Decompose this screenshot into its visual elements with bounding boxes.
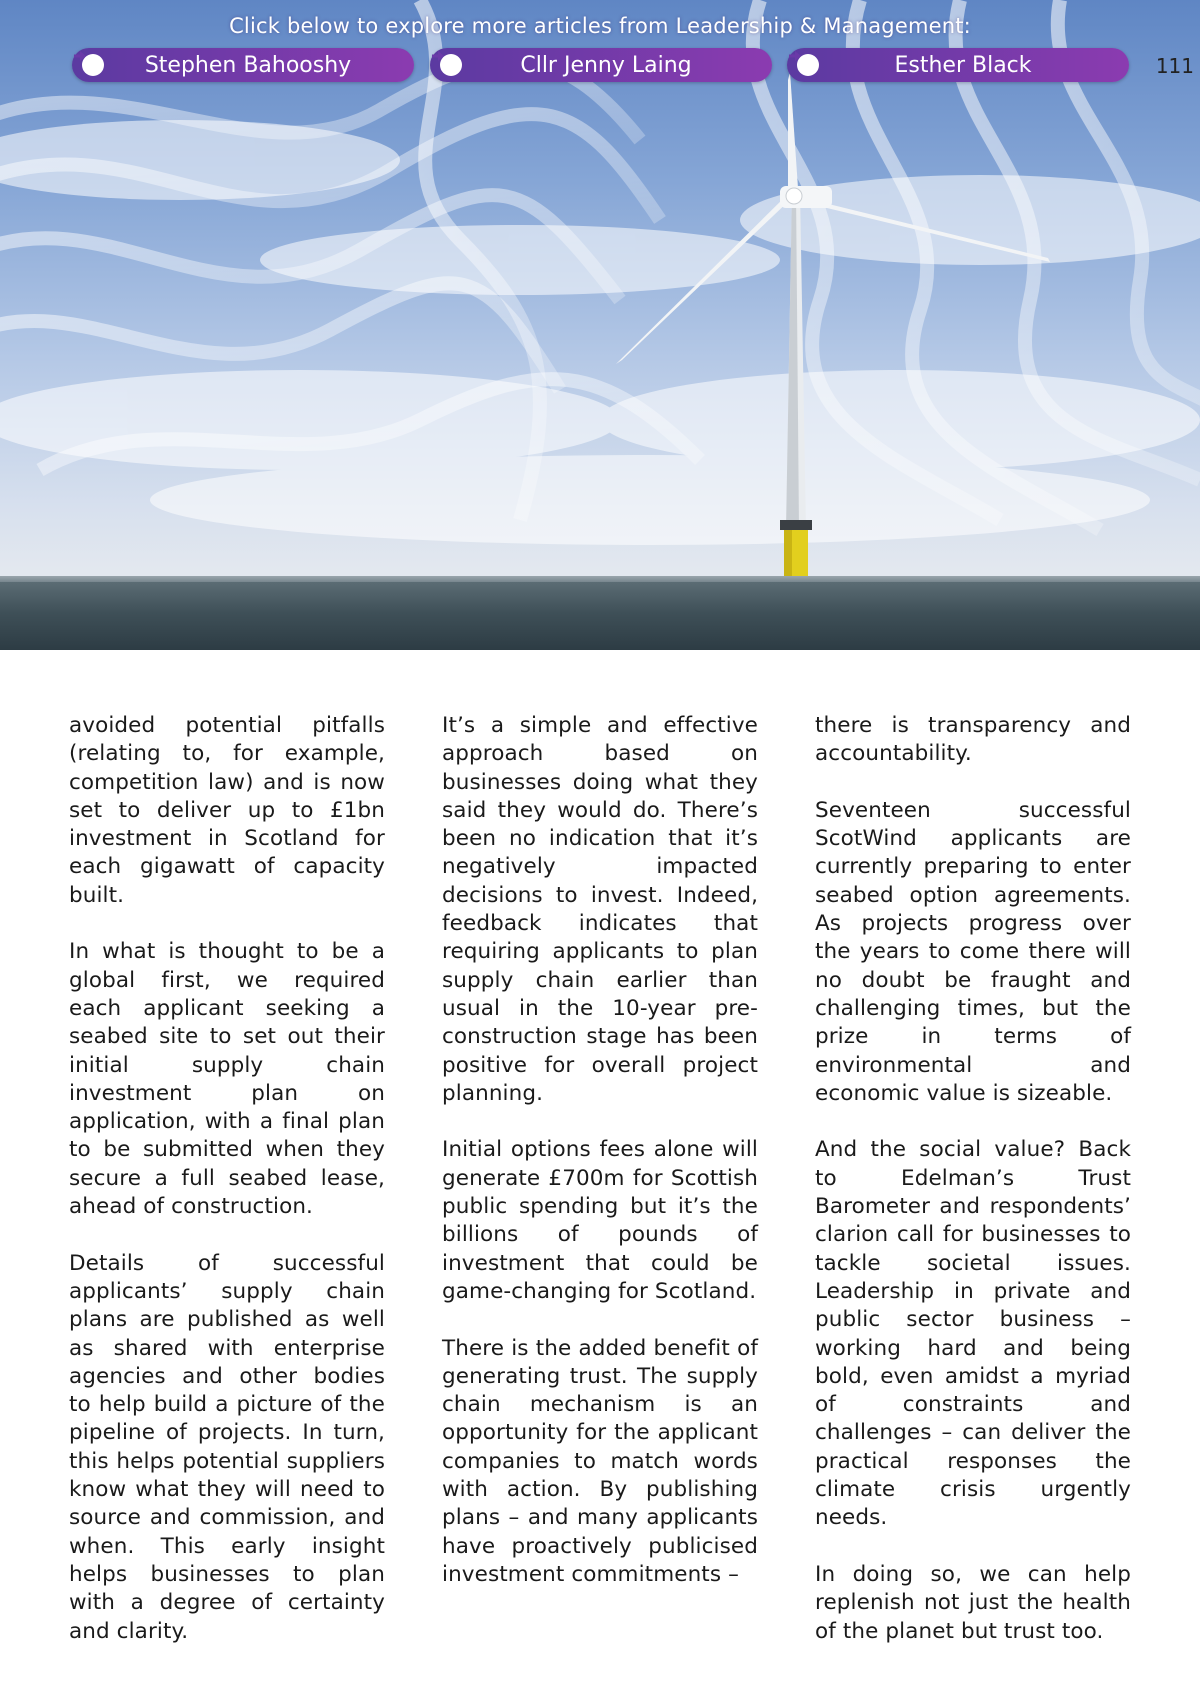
article-link-label: Stephen Bahooshy — [144, 52, 352, 78]
article-body — [69, 712, 1131, 1646]
text-column-1 — [69, 712, 385, 1646]
paragraph: there is transparency and accountability. — [815, 713, 1131, 767]
arrow-right-icon — [82, 54, 104, 76]
paragraph: There is the added benefit of generating trust. The supply chain mechanism is an opportunity for the applicant companies to match words with action. By publishing plans – and many applicants have proactively publicised investment commitments – — [442, 1335, 758, 1587]
article-link-stephen-bahooshy[interactable] — [72, 48, 414, 82]
paragraph: avoided potential pitfalls (relating to, for example, competition law) and is now set to deliver up to £1bn investment in Scotland for each gigawatt of capacity built. — [69, 713, 385, 908]
paragraph: And the social value? Back to Edelman’s Trust Barometer and respondents’ clarion call for businesses to tackle societal issues. Leadership in private and public sector business – working hard and being bold, even amidst a myriad of constraints and challenges – can deliver the practical responses the climate crisis urgently needs. — [815, 1137, 1131, 1531]
paragraph: Details of successful applicants’ supply chain plans are published as well as shared with enterprise agencies and other bodies to help build a picture of the pipeline of projects. In turn, this helps potential suppliers know what they will need to source and commission, and when. This early insight helps businesses to plan with a degree of certainty and clarity. — [69, 1250, 385, 1644]
paragraph: Seventeen successful ScotWind applicants are currently preparing to enter seabed option agreements. As projects progress over the years to come there will no doubt be fraught and challenging times, but the prize in terms of environmental and economic value is sizeable. — [815, 797, 1131, 1106]
article-link-label: Esther Black — [894, 52, 1032, 78]
article-link-esther-black[interactable] — [787, 48, 1129, 82]
arrow-right-icon — [797, 54, 819, 76]
nav-caption: Click below to explore more articles from Leadership & Management: — [229, 14, 971, 38]
sea — [0, 582, 1200, 650]
text-column-2 — [442, 712, 758, 1646]
paragraph: In what is thought to be a global first, we required each applicant seeking a seabed site to set out their initial supply chain investment plan on application, with a final plan to be submitted when they secure a full seabed lease, ahead of construction. — [69, 939, 385, 1220]
article-link-jenny-laing[interactable] — [430, 48, 772, 82]
page-number: 111 — [1155, 54, 1194, 78]
paragraph: It’s a simple and effective approach based on businesses doing what they said they would do. There’s been no indication that it’s negatively impacted decisions to invest. Indeed, feedback indicates that requiring applicants to plan supply chain earlier than usual in the 10-year pre-construction stage has been positive for overall project planning. — [442, 713, 758, 1106]
hero-artwork — [0, 0, 1200, 650]
article-link-label: Cllr Jenny Laing — [520, 52, 692, 78]
paragraph: Initial options fees alone will generate £700m for Scottish public spending but it’s the billions of pounds of investment that could be game-changing for Scotland. — [442, 1137, 758, 1304]
hero-image — [0, 0, 1200, 650]
paragraph: In doing so, we can help replenish not just the health of the planet but trust too. — [815, 1561, 1131, 1644]
text-column-3 — [815, 712, 1131, 1646]
arrow-right-icon — [440, 54, 462, 76]
